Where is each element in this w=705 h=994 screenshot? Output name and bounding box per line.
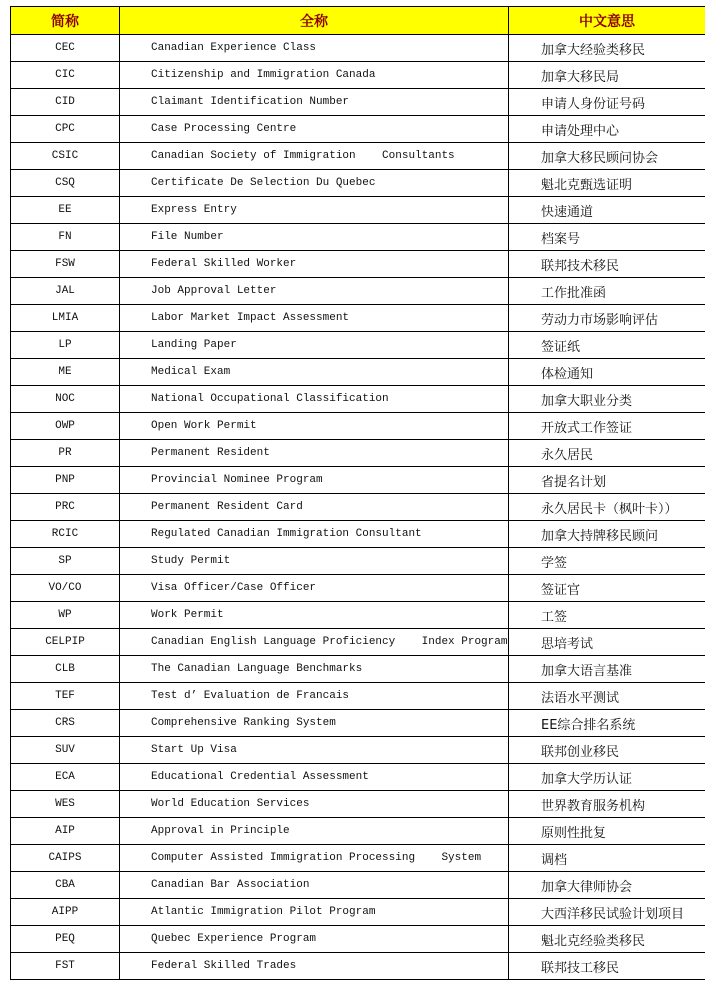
table-row bbox=[11, 926, 705, 953]
abbreviation-cell: ECA bbox=[11, 764, 120, 791]
immigration-abbreviation-table bbox=[10, 6, 705, 980]
chinese-meaning-cell: 签证纸 bbox=[509, 332, 705, 359]
abbreviation-cell: ME bbox=[11, 359, 120, 386]
chinese-meaning-cell: 加拿大移民顾问协会 bbox=[509, 143, 705, 170]
abbreviation-cell: CLB bbox=[11, 656, 120, 683]
abbreviation-cell: NOC bbox=[11, 386, 120, 413]
chinese-meaning-cell: 魁北克经验类移民 bbox=[509, 926, 705, 953]
table-header bbox=[11, 7, 705, 35]
abbreviation-cell: CBA bbox=[11, 872, 120, 899]
full-name-cell: Labor Market Impact Assessment bbox=[120, 305, 509, 332]
chinese-meaning-cell: 联邦创业移民 bbox=[509, 737, 705, 764]
abbreviation-cell: FSW bbox=[11, 251, 120, 278]
abbreviation-cell: CID bbox=[11, 89, 120, 116]
abbreviation-cell: CEC bbox=[11, 35, 120, 62]
table-body bbox=[11, 35, 705, 980]
abbreviation-cell: PNP bbox=[11, 467, 120, 494]
full-name-cell: Certificate De Selection Du Quebec bbox=[120, 170, 509, 197]
table-row bbox=[11, 224, 705, 251]
chinese-meaning-cell: 加拿大学历认证 bbox=[509, 764, 705, 791]
full-name-cell: Test d’ Evaluation de Francais bbox=[120, 683, 509, 710]
table-row bbox=[11, 170, 705, 197]
header-abbreviation: 简称 bbox=[11, 7, 120, 35]
header-chinese-meaning: 中文意思 bbox=[509, 7, 705, 35]
table-row bbox=[11, 764, 705, 791]
chinese-meaning-cell: 签证官 bbox=[509, 575, 705, 602]
chinese-meaning-cell: 联邦技术移民 bbox=[509, 251, 705, 278]
abbreviation-cell: CAIPS bbox=[11, 845, 120, 872]
full-name-cell: Computer Assisted Immigration Processing System bbox=[120, 845, 509, 872]
chinese-meaning-cell: 调档 bbox=[509, 845, 705, 872]
abbreviation-cell: CPC bbox=[11, 116, 120, 143]
abbreviation-cell: VO/CO bbox=[11, 575, 120, 602]
table-row bbox=[11, 629, 705, 656]
full-name-cell: World Education Services bbox=[120, 791, 509, 818]
abbreviation-cell: CIC bbox=[11, 62, 120, 89]
chinese-meaning-cell: 加拿大经验类移民 bbox=[509, 35, 705, 62]
full-name-cell: Federal Skilled Trades bbox=[120, 953, 509, 980]
table-row bbox=[11, 386, 705, 413]
chinese-meaning-cell: 联邦技工移民 bbox=[509, 953, 705, 980]
full-name-cell: Canadian Society of Immigration Consultants bbox=[120, 143, 509, 170]
table-row bbox=[11, 575, 705, 602]
abbreviation-cell: PRC bbox=[11, 494, 120, 521]
table-row bbox=[11, 791, 705, 818]
chinese-meaning-cell: 法语水平测试 bbox=[509, 683, 705, 710]
chinese-meaning-cell: 加拿大移民局 bbox=[509, 62, 705, 89]
chinese-meaning-cell: 工作批准函 bbox=[509, 278, 705, 305]
abbreviation-cell: CSQ bbox=[11, 170, 120, 197]
full-name-cell: Express Entry bbox=[120, 197, 509, 224]
chinese-meaning-cell: 永久居民 bbox=[509, 440, 705, 467]
full-name-cell: Start Up Visa bbox=[120, 737, 509, 764]
header-full-name: 全称 bbox=[120, 7, 509, 35]
table-row bbox=[11, 305, 705, 332]
chinese-meaning-cell: 世界教育服务机构 bbox=[509, 791, 705, 818]
full-name-cell: Canadian English Language Proficiency Index Program bbox=[120, 629, 509, 656]
full-name-cell: Case Processing Centre bbox=[120, 116, 509, 143]
full-name-cell: Open Work Permit bbox=[120, 413, 509, 440]
full-name-cell: Claimant Identification Number bbox=[120, 89, 509, 116]
table-row bbox=[11, 413, 705, 440]
full-name-cell: Job Approval Letter bbox=[120, 278, 509, 305]
abbreviation-cell: EE bbox=[11, 197, 120, 224]
abbreviation-cell: TEF bbox=[11, 683, 120, 710]
glossary-sheet bbox=[10, 6, 705, 980]
abbreviation-cell: AIPP bbox=[11, 899, 120, 926]
abbreviation-cell: PEQ bbox=[11, 926, 120, 953]
chinese-meaning-cell: 劳动力市场影响评估 bbox=[509, 305, 705, 332]
table-row bbox=[11, 872, 705, 899]
chinese-meaning-cell: 永久居民卡（枫叶卡）） bbox=[509, 494, 705, 521]
full-name-cell: File Number bbox=[120, 224, 509, 251]
chinese-meaning-cell: 申请处理中心 bbox=[509, 116, 705, 143]
table-row bbox=[11, 602, 705, 629]
abbreviation-cell: OWP bbox=[11, 413, 120, 440]
chinese-meaning-cell: 思培考试 bbox=[509, 629, 705, 656]
abbreviation-cell: PR bbox=[11, 440, 120, 467]
full-name-cell: Approval in Principle bbox=[120, 818, 509, 845]
full-name-cell: Atlantic Immigration Pilot Program bbox=[120, 899, 509, 926]
table-row bbox=[11, 683, 705, 710]
abbreviation-cell: JAL bbox=[11, 278, 120, 305]
table-row bbox=[11, 656, 705, 683]
full-name-cell: Permanent Resident bbox=[120, 440, 509, 467]
full-name-cell: Regulated Canadian Immigration Consultant bbox=[120, 521, 509, 548]
table-row bbox=[11, 521, 705, 548]
table-row bbox=[11, 548, 705, 575]
chinese-meaning-cell: 加拿大职业分类 bbox=[509, 386, 705, 413]
abbreviation-cell: SUV bbox=[11, 737, 120, 764]
chinese-meaning-cell: 申请人身份证号码 bbox=[509, 89, 705, 116]
full-name-cell: Quebec Experience Program bbox=[120, 926, 509, 953]
full-name-cell: National Occupational Classification bbox=[120, 386, 509, 413]
full-name-cell: Canadian Bar Association bbox=[120, 872, 509, 899]
table-row bbox=[11, 737, 705, 764]
table-row bbox=[11, 332, 705, 359]
table-row bbox=[11, 143, 705, 170]
abbreviation-cell: CSIC bbox=[11, 143, 120, 170]
chinese-meaning-cell: 学签 bbox=[509, 548, 705, 575]
full-name-cell: Educational Credential Assessment bbox=[120, 764, 509, 791]
full-name-cell: Canadian Experience Class bbox=[120, 35, 509, 62]
abbreviation-cell: CRS bbox=[11, 710, 120, 737]
chinese-meaning-cell: 加拿大语言基准 bbox=[509, 656, 705, 683]
table-row bbox=[11, 89, 705, 116]
chinese-meaning-cell: 快速通道 bbox=[509, 197, 705, 224]
table-row bbox=[11, 116, 705, 143]
table-row bbox=[11, 359, 705, 386]
chinese-meaning-cell: 加拿大持牌移民顾问 bbox=[509, 521, 705, 548]
abbreviation-cell: AIP bbox=[11, 818, 120, 845]
chinese-meaning-cell: 原则性批复 bbox=[509, 818, 705, 845]
chinese-meaning-cell: 省提名计划 bbox=[509, 467, 705, 494]
full-name-cell: Federal Skilled Worker bbox=[120, 251, 509, 278]
header-row bbox=[11, 7, 705, 35]
full-name-cell: The Canadian Language Benchmarks bbox=[120, 656, 509, 683]
table-row bbox=[11, 467, 705, 494]
full-name-cell: Visa Officer/Case Officer bbox=[120, 575, 509, 602]
table-row bbox=[11, 278, 705, 305]
table-row bbox=[11, 953, 705, 980]
abbreviation-cell: SP bbox=[11, 548, 120, 575]
chinese-meaning-cell: 档案号 bbox=[509, 224, 705, 251]
abbreviation-cell: LP bbox=[11, 332, 120, 359]
abbreviation-cell: WP bbox=[11, 602, 120, 629]
abbreviation-cell: RCIC bbox=[11, 521, 120, 548]
table-row bbox=[11, 710, 705, 737]
abbreviation-cell: FN bbox=[11, 224, 120, 251]
full-name-cell: Permanent Resident Card bbox=[120, 494, 509, 521]
table-row bbox=[11, 845, 705, 872]
table-row bbox=[11, 251, 705, 278]
full-name-cell: Study Permit bbox=[120, 548, 509, 575]
full-name-cell: Medical Exam bbox=[120, 359, 509, 386]
table-row bbox=[11, 494, 705, 521]
table-row bbox=[11, 899, 705, 926]
abbreviation-cell: CELPIP bbox=[11, 629, 120, 656]
table-row bbox=[11, 818, 705, 845]
abbreviation-cell: FST bbox=[11, 953, 120, 980]
full-name-cell: Landing Paper bbox=[120, 332, 509, 359]
chinese-meaning-cell: 工签 bbox=[509, 602, 705, 629]
full-name-cell: Citizenship and Immigration Canada bbox=[120, 62, 509, 89]
chinese-meaning-cell: 开放式工作签证 bbox=[509, 413, 705, 440]
chinese-meaning-cell: 体检通知 bbox=[509, 359, 705, 386]
chinese-meaning-cell: 魁北克甄选证明 bbox=[509, 170, 705, 197]
table-row bbox=[11, 62, 705, 89]
abbreviation-cell: WES bbox=[11, 791, 120, 818]
chinese-meaning-cell: 加拿大律师协会 bbox=[509, 872, 705, 899]
full-name-cell: Comprehensive Ranking System bbox=[120, 710, 509, 737]
full-name-cell: Provincial Nominee Program bbox=[120, 467, 509, 494]
table-row bbox=[11, 35, 705, 62]
chinese-meaning-cell: EE综合排名系统 bbox=[509, 710, 705, 737]
table-row bbox=[11, 197, 705, 224]
abbreviation-cell: LMIA bbox=[11, 305, 120, 332]
chinese-meaning-cell: 大西洋移民试验计划项目 bbox=[509, 899, 705, 926]
full-name-cell: Work Permit bbox=[120, 602, 509, 629]
table-row bbox=[11, 440, 705, 467]
